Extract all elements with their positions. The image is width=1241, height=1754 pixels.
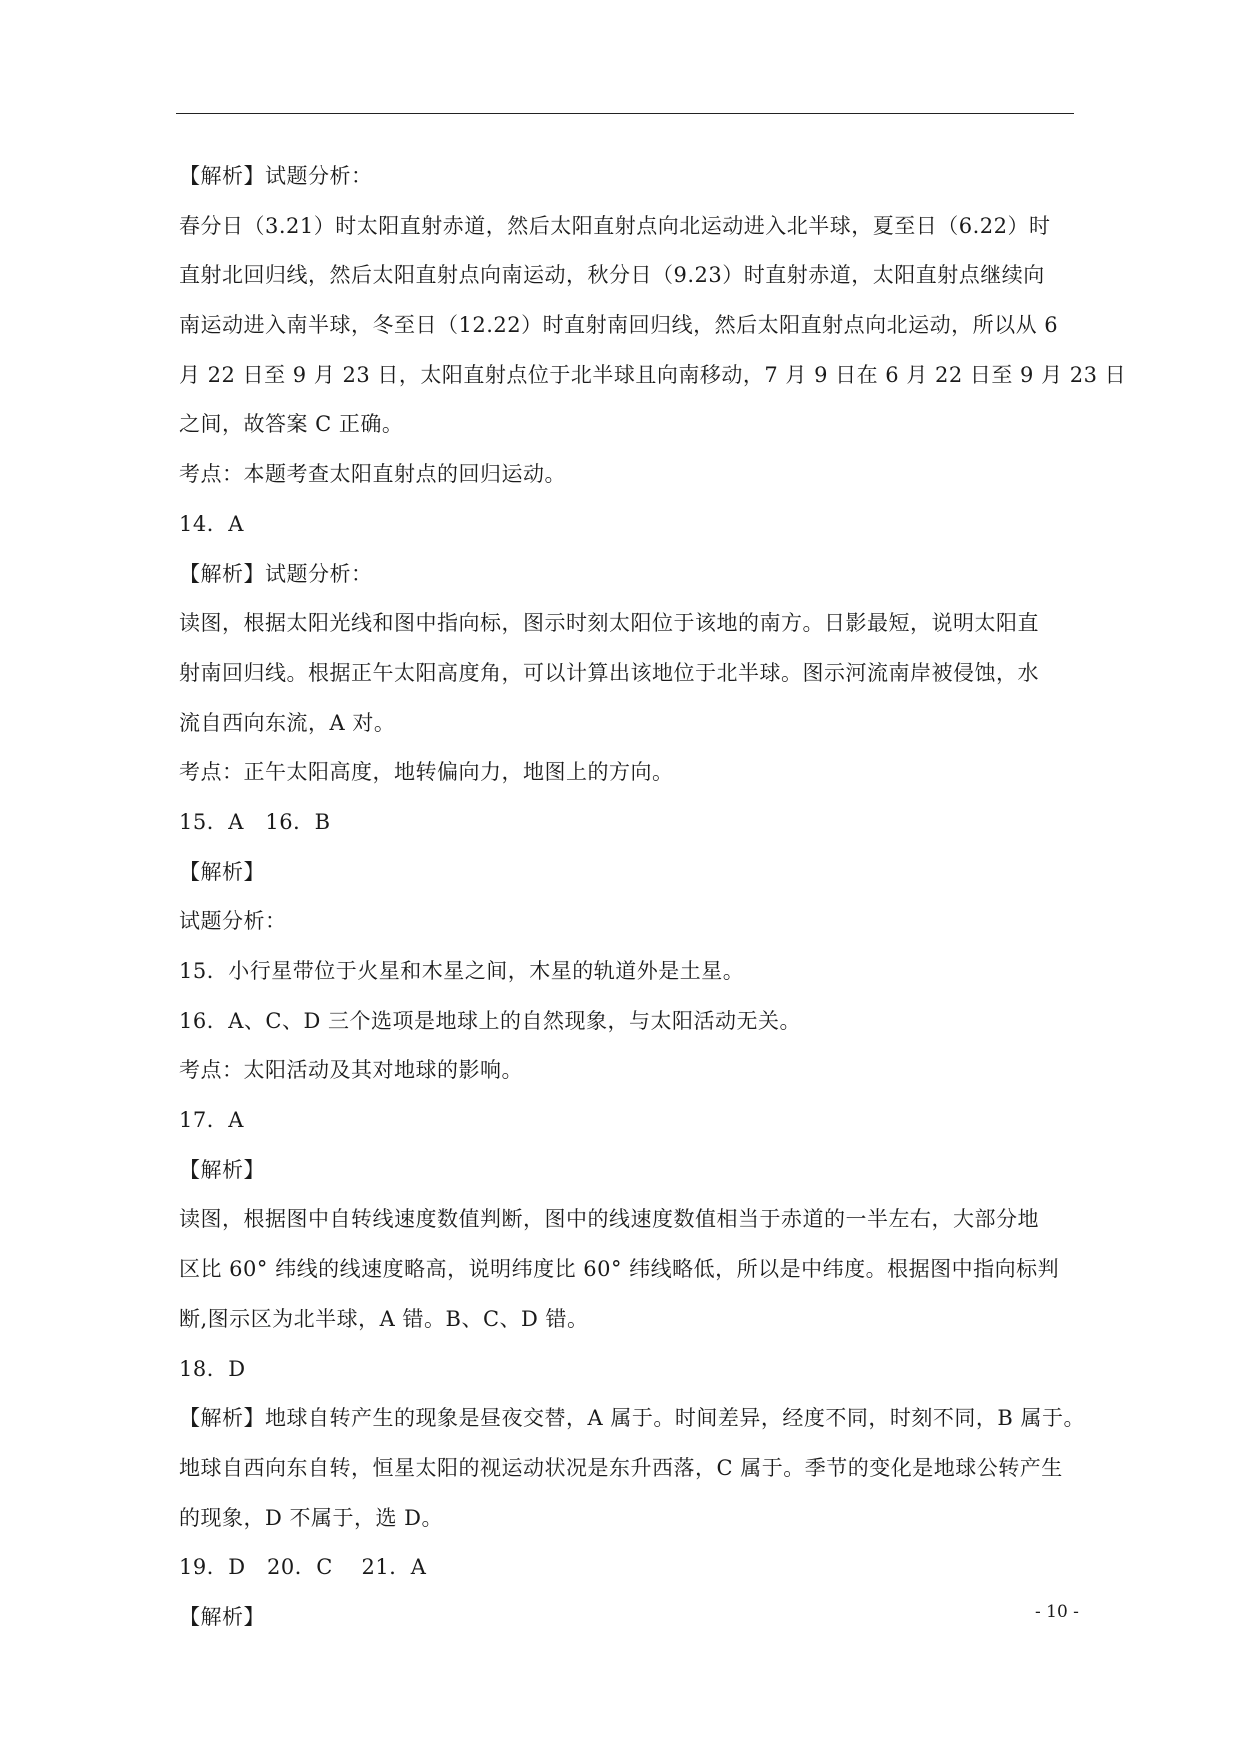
- text-line: 考点：本题考查太阳直射点的回归运动。: [179, 462, 566, 487]
- text-line: 16．A、C、D 三个选项是地球上的自然现象，与太阳活动无关。: [179, 1008, 801, 1033]
- text-line: 【解析】地球自转产生的现象是昼夜交替，A 属于。时间差异，经度不同，时刻不同，B 属于。: [179, 1406, 1085, 1431]
- text-line: 17．A: [179, 1108, 244, 1133]
- text-line: 读图，根据图中自转线速度数值判断，图中的线速度数值相当于赤道的一半左右，大部分地: [179, 1207, 1039, 1232]
- text-line: 考点：正午太阳高度，地转偏向力，地图上的方向。: [179, 760, 674, 785]
- text-line: 【解析】: [179, 1604, 265, 1629]
- text-line: 试题分析：: [179, 909, 287, 934]
- text-line: 【解析】: [179, 1157, 265, 1182]
- text-line: 【解析】试题分析：: [179, 561, 373, 586]
- text-line: 射南回归线。根据正午太阳高度角，可以计算出该地位于北半球。图示河流南岸被侵蚀，水: [179, 660, 1039, 685]
- text-line: 考点：太阳活动及其对地球的影响。: [179, 1058, 523, 1083]
- text-line: 区比 60° 纬线的线速度略高，说明纬度比 60° 纬线略低，所以是中纬度。根据图中指向标判: [179, 1257, 1060, 1282]
- text-line: 【解析】试题分析：: [179, 164, 373, 188]
- header-rule: [176, 113, 1074, 114]
- document-body: [179, 152, 1127, 1643]
- text-line: 之间，故答案 C 正确。: [179, 412, 404, 437]
- text-line: 18．D: [179, 1356, 246, 1381]
- page-number: - 10 -: [1035, 1602, 1079, 1622]
- text-line: 读图，根据太阳光线和图中指向标，图示时刻太阳位于该地的南方。日影最短，说明太阳直: [179, 611, 1039, 636]
- text-line: 月 22 日至 9 月 23 日，太阳直射点位于北半球且向南移动，7 月 9 日在 6 月 22 日至 9 月 23 日: [179, 362, 1127, 387]
- text-line: 的现象，D 不属于，选 D。: [179, 1505, 444, 1530]
- text-line: 南运动进入南半球，冬至日（12.22）时直射南回归线，然后太阳直射点向北运动，所以从 6: [179, 313, 1059, 338]
- text-line: 15．A 16．B: [179, 809, 331, 834]
- text-line: 【解析】: [179, 859, 265, 884]
- text-line: 14．A: [179, 511, 244, 536]
- text-line: 春分日（3.21）时太阳直射赤道，然后太阳直射点向北运动进入北半球，夏至日（6.22）时: [179, 213, 1051, 238]
- text-line: 直射北回归线，然后太阳直射点向南运动，秋分日（9.23）时直射赤道，太阳直射点继续向: [179, 263, 1045, 288]
- text-line: 地球自西向东自转，恒星太阳的视运动状况是东升西落，C 属于。季节的变化是地球公转产生: [179, 1455, 1063, 1480]
- text-line: 断,图示区为北半球，A 错。B、C、D 错。: [179, 1306, 589, 1331]
- text-line: 19．D 20．C 21．A: [179, 1555, 427, 1580]
- text-line: 流自西向东流，A 对。: [179, 710, 396, 735]
- text-line: 15．小行星带位于火星和木星之间，木星的轨道外是土星。: [179, 959, 745, 983]
